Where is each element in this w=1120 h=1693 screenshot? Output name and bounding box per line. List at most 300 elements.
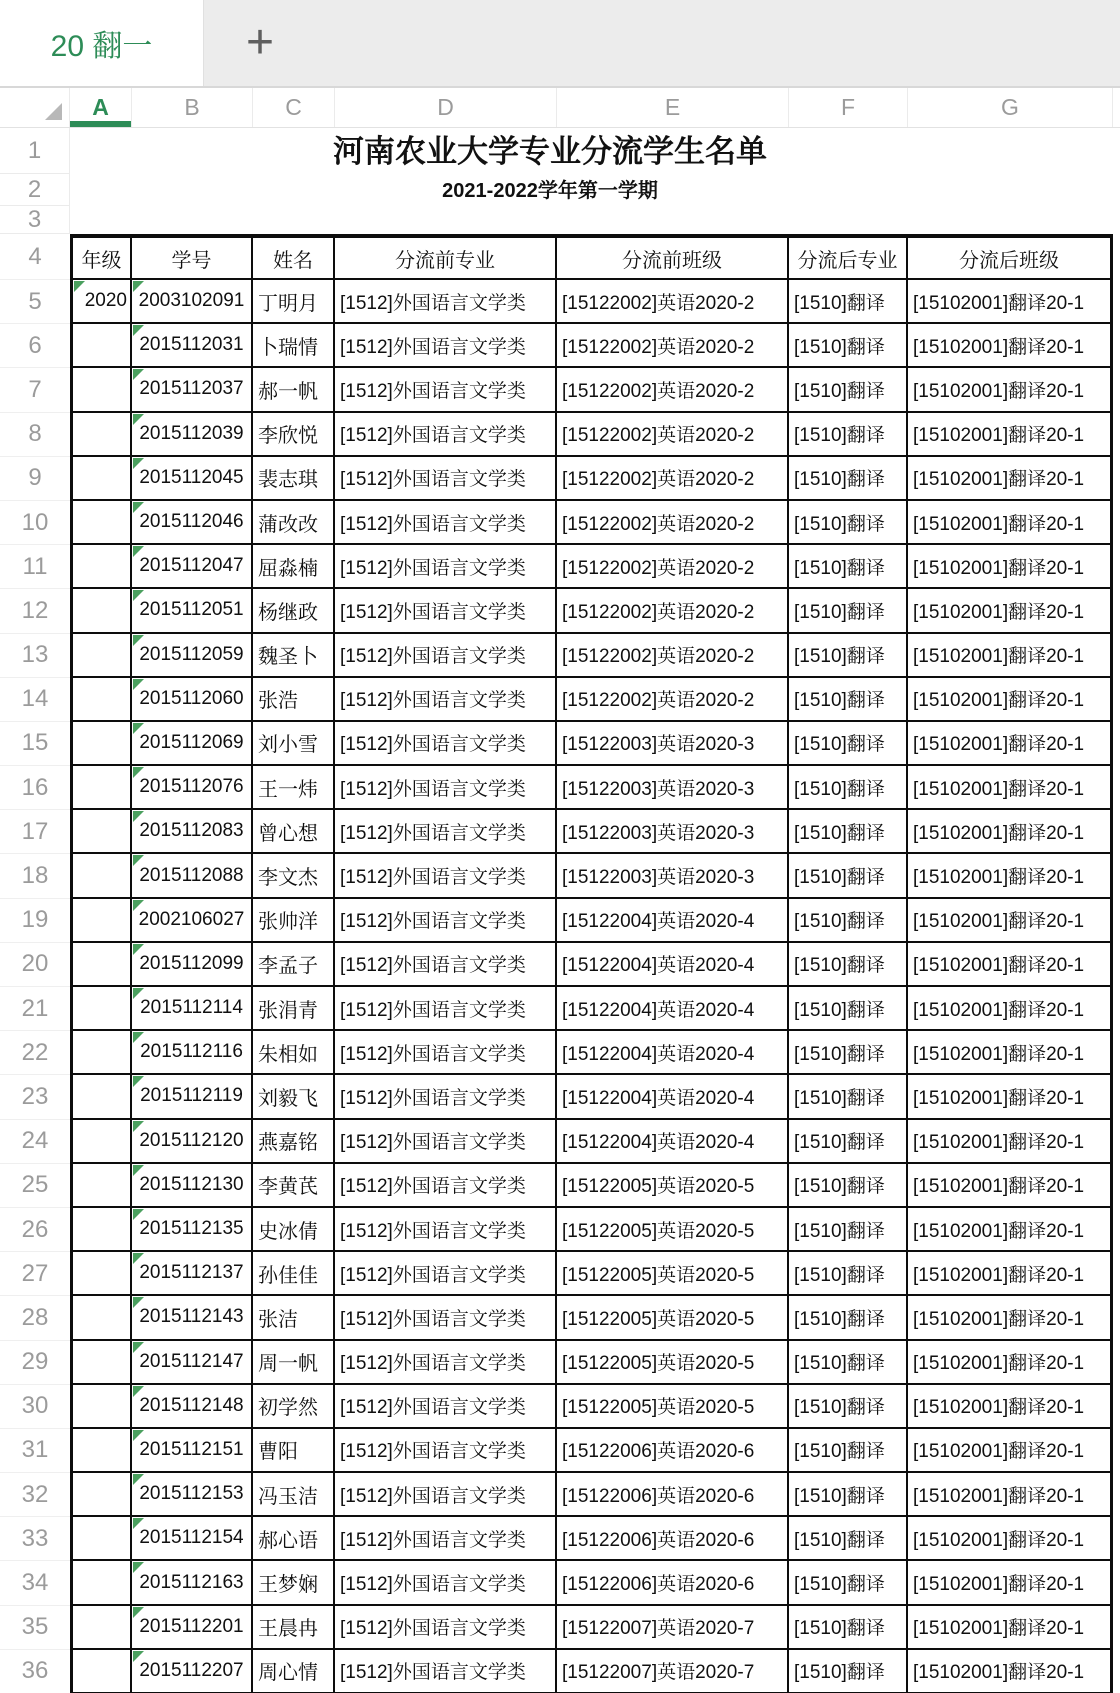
cell-before-class[interactable]: [15122007]英语2020-7 (557, 1650, 789, 1693)
cell-after-major[interactable]: [1510]翻译 (789, 1473, 908, 1517)
cell-after-major[interactable]: [1510]翻译 (789, 589, 908, 633)
cell-after-class[interactable]: [15102001]翻译20-1 (908, 722, 1113, 766)
cell-student-id[interactable]: 2015112153 (132, 1473, 253, 1517)
row-number[interactable]: 24 (0, 1120, 70, 1164)
plus-icon: + (245, 16, 275, 69)
table-row (0, 810, 1120, 854)
cell-before-class[interactable]: [15122004]英语2020-4 (557, 1075, 789, 1119)
cell-after-major[interactable]: [1510]翻译 (789, 810, 908, 854)
cell-student-id[interactable]: 2015112147 (132, 1341, 253, 1385)
cell-before-class[interactable]: [15122005]英语2020-5 (557, 1385, 789, 1429)
cell-grade[interactable] (70, 678, 132, 722)
cell-after-major[interactable]: [1510]翻译 (789, 1606, 908, 1650)
cell-before-major[interactable]: [1512]外国语言文学类 (335, 634, 557, 678)
cell-before-major[interactable]: [1512]外国语言文学类 (335, 324, 557, 368)
cell-before-class[interactable]: [15122005]英语2020-5 (557, 1296, 789, 1340)
cell-grade[interactable] (70, 1606, 132, 1650)
cell-name[interactable]: 王梦娴 (253, 1561, 335, 1605)
cell-name[interactable]: 张涓青 (253, 987, 335, 1031)
cell-before-class[interactable]: [15122002]英语2020-2 (557, 678, 789, 722)
cell-after-major[interactable]: [1510]翻译 (789, 545, 908, 589)
table-row (0, 854, 1120, 898)
cell-after-major[interactable]: [1510]翻译 (789, 634, 908, 678)
column-header-C[interactable] (253, 88, 335, 127)
cell-before-class[interactable]: [15122002]英语2020-2 (557, 634, 789, 678)
row-number[interactable]: 2 (0, 174, 70, 206)
column-letter: A (92, 94, 109, 120)
cell-after-class[interactable]: [15102001]翻译20-1 (908, 280, 1113, 324)
cell-after-major[interactable]: [1510]翻译 (789, 854, 908, 898)
cell-before-class[interactable]: [15122002]英语2020-2 (557, 324, 789, 368)
cell-name[interactable]: 冯玉洁 (253, 1473, 335, 1517)
cell-before-major[interactable]: [1512]外国语言文学类 (335, 766, 557, 810)
cell-grade[interactable] (70, 766, 132, 810)
cell-after-class[interactable]: [15102001]翻译20-1 (908, 899, 1113, 943)
row-number[interactable]: 6 (0, 324, 70, 368)
cell-name[interactable]: 李欣悦 (253, 413, 335, 457)
header-grade[interactable]: 年级 (70, 234, 132, 280)
row-number[interactable]: 30 (0, 1385, 70, 1429)
cell-after-major[interactable]: [1510]翻译 (789, 457, 908, 501)
cell-student-id[interactable]: 2015112051 (132, 589, 253, 633)
table-row (0, 678, 1120, 722)
row-number[interactable]: 28 (0, 1296, 70, 1340)
cell-before-major[interactable]: [1512]外国语言文学类 (335, 1517, 557, 1561)
cell-name[interactable]: 卜瑞情 (253, 324, 335, 368)
cell-before-major[interactable]: [1512]外国语言文学类 (335, 943, 557, 987)
cell-after-major[interactable]: [1510]翻译 (789, 1208, 908, 1252)
cell-before-major[interactable]: [1512]外国语言文学类 (335, 810, 557, 854)
cell-after-class[interactable]: [15102001]翻译20-1 (908, 1606, 1113, 1650)
cell-name[interactable]: 周一帆 (253, 1341, 335, 1385)
cell-before-major[interactable]: [1512]外国语言文学类 (335, 1252, 557, 1296)
cell-after-class[interactable]: [15102001]翻译20-1 (908, 545, 1113, 589)
table-row (0, 899, 1120, 943)
cell-after-class[interactable]: [15102001]翻译20-1 (908, 1650, 1113, 1693)
cell-grade[interactable] (70, 899, 132, 943)
cell-after-class[interactable]: [15102001]翻译20-1 (908, 810, 1113, 854)
cell-before-major[interactable]: [1512]外国语言文学类 (335, 899, 557, 943)
cell-grade[interactable] (70, 1429, 132, 1473)
cell-name[interactable]: 裴志琪 (253, 457, 335, 501)
cell-after-class[interactable]: [15102001]翻译20-1 (908, 678, 1113, 722)
cell-name[interactable]: 郝心语 (253, 1517, 335, 1561)
cell-student-id[interactable]: 2015112069 (132, 722, 253, 766)
table-row (0, 1517, 1120, 1561)
cell-before-class[interactable]: [15122002]英语2020-2 (557, 501, 789, 545)
cell-after-class[interactable]: [15102001]翻译20-1 (908, 413, 1113, 457)
cell-name[interactable]: 李文杰 (253, 854, 335, 898)
cell-after-class[interactable]: [15102001]翻译20-1 (908, 368, 1113, 412)
cell-before-class[interactable]: [15122003]英语2020-3 (557, 810, 789, 854)
cell-after-major[interactable]: [1510]翻译 (789, 766, 908, 810)
cell-grade[interactable] (70, 324, 132, 368)
cell-name[interactable]: 魏圣卜 (253, 634, 335, 678)
table-row (0, 1208, 1120, 1252)
cell-grade[interactable] (70, 457, 132, 501)
cell-student-id[interactable]: 2015112207 (132, 1650, 253, 1693)
sheet-subtitle-cell[interactable]: 2021-2022学年第一学期 (442, 180, 658, 202)
cell-before-major[interactable]: [1512]外国语言文学类 (335, 368, 557, 412)
cell-before-class[interactable]: [15122006]英语2020-6 (557, 1561, 789, 1605)
column-header-E[interactable] (557, 88, 789, 127)
header-after-class[interactable]: 分流后班级 (908, 234, 1113, 280)
cell-after-major[interactable]: [1510]翻译 (789, 501, 908, 545)
selected-column-indicator (70, 121, 131, 127)
cell-after-major[interactable]: [1510]翻译 (789, 413, 908, 457)
row-number[interactable]: 8 (0, 413, 70, 457)
cell-after-class[interactable]: [15102001]翻译20-1 (908, 501, 1113, 545)
cell-grade[interactable] (70, 545, 132, 589)
cell-student-id[interactable]: 2015112148 (132, 1385, 253, 1429)
cell-before-class[interactable]: [15122004]英语2020-4 (557, 943, 789, 987)
cell-after-class[interactable]: [15102001]翻译20-1 (908, 589, 1113, 633)
row-number[interactable]: 15 (0, 722, 70, 766)
cell-before-major[interactable]: [1512]外国语言文学类 (335, 1164, 557, 1208)
cell-after-major[interactable]: [1510]翻译 (789, 1650, 908, 1693)
cell-before-class[interactable]: [15122004]英语2020-4 (557, 899, 789, 943)
cell-grade[interactable] (70, 1031, 132, 1075)
cell-grade[interactable] (70, 987, 132, 1031)
row-number[interactable]: 21 (0, 987, 70, 1031)
cell-after-major[interactable]: [1510]翻译 (789, 1341, 908, 1385)
cell-name[interactable]: 孙佳佳 (253, 1252, 335, 1296)
row-number[interactable]: 14 (0, 678, 70, 722)
cell-before-class[interactable]: [15122006]英语2020-6 (557, 1473, 789, 1517)
cell-before-major[interactable]: [1512]外国语言文学类 (335, 1120, 557, 1164)
cell-after-major[interactable]: [1510]翻译 (789, 368, 908, 412)
cell-before-class[interactable]: [15122002]英语2020-2 (557, 457, 789, 501)
cell-name[interactable]: 曹阳 (253, 1429, 335, 1473)
cell-student-id[interactable]: 2015112114 (132, 987, 253, 1031)
title-block (70, 128, 1030, 206)
cell-before-class[interactable]: [15122005]英语2020-5 (557, 1252, 789, 1296)
cell-after-major[interactable]: [1510]翻译 (789, 943, 908, 987)
cell-before-major[interactable]: [1512]外国语言文学类 (335, 1429, 557, 1473)
cell-after-class[interactable]: [15102001]翻译20-1 (908, 1164, 1113, 1208)
cell-student-id[interactable]: 2015112143 (132, 1296, 253, 1340)
tab-bar-spacer (316, 0, 1120, 86)
cell-before-major[interactable]: [1512]外国语言文学类 (335, 854, 557, 898)
cell-after-class[interactable]: [15102001]翻译20-1 (908, 324, 1113, 368)
cell-name[interactable]: 王一炜 (253, 766, 335, 810)
cell-name[interactable]: 张帅洋 (253, 899, 335, 943)
cell-after-class[interactable]: [15102001]翻译20-1 (908, 987, 1113, 1031)
cell-before-class[interactable]: [15122004]英语2020-4 (557, 1120, 789, 1164)
cell-student-id[interactable]: 2015112088 (132, 854, 253, 898)
row-number[interactable]: 19 (0, 899, 70, 943)
cell-after-class[interactable]: [15102001]翻译20-1 (908, 634, 1113, 678)
cell-name[interactable]: 张洁 (253, 1296, 335, 1340)
cell-name[interactable]: 丁明月 (253, 280, 335, 324)
cell-after-major[interactable]: [1510]翻译 (789, 1164, 908, 1208)
column-letter: E (664, 94, 681, 120)
cell-grade[interactable] (70, 368, 132, 412)
cell-after-class[interactable]: [15102001]翻译20-1 (908, 854, 1113, 898)
row-number[interactable]: 27 (0, 1252, 70, 1296)
table-row (0, 368, 1120, 412)
cell-before-major[interactable]: [1512]外国语言文学类 (335, 457, 557, 501)
row-number[interactable]: 11 (0, 545, 70, 589)
cell-before-class[interactable]: [15122004]英语2020-4 (557, 987, 789, 1031)
cell-before-major[interactable]: [1512]外国语言文学类 (335, 1341, 557, 1385)
cell-before-major[interactable]: [1512]外国语言文学类 (335, 1473, 557, 1517)
cell-name[interactable]: 曾心想 (253, 810, 335, 854)
cell-name[interactable]: 周心情 (253, 1650, 335, 1693)
cell-student-id[interactable]: 2015112047 (132, 545, 253, 589)
cell-name[interactable]: 燕嘉铭 (253, 1120, 335, 1164)
cell-student-id[interactable]: 2015112130 (132, 1164, 253, 1208)
title-area (0, 128, 1120, 234)
cell-after-major[interactable]: [1510]翻译 (789, 1120, 908, 1164)
cell-student-id[interactable]: 2015112120 (132, 1120, 253, 1164)
cell-before-major[interactable]: [1512]外国语言文学类 (335, 987, 557, 1031)
column-header-A[interactable] (70, 88, 132, 127)
cell-after-major[interactable]: [1510]翻译 (789, 1296, 908, 1340)
cell-after-class[interactable]: [15102001]翻译20-1 (908, 1473, 1113, 1517)
table-row (0, 943, 1120, 987)
row-number[interactable]: 32 (0, 1473, 70, 1517)
add-sheet-button[interactable] (204, 0, 316, 86)
cell-grade[interactable] (70, 810, 132, 854)
cell-grade[interactable] (70, 1385, 132, 1429)
cell-name[interactable]: 朱相如 (253, 1031, 335, 1075)
cell-before-major[interactable]: [1512]外国语言文学类 (335, 1561, 557, 1605)
cell-grade[interactable] (70, 1341, 132, 1385)
cell-student-id[interactable]: 2003102091 (132, 280, 253, 324)
cell-student-id[interactable]: 2015112135 (132, 1208, 253, 1252)
cell-after-major[interactable]: [1510]翻译 (789, 1429, 908, 1473)
row-number[interactable]: 9 (0, 457, 70, 501)
cell-name[interactable]: 郝一帆 (253, 368, 335, 412)
row-number[interactable]: 25 (0, 1164, 70, 1208)
cell-before-major[interactable]: [1512]外国语言文学类 (335, 1385, 557, 1429)
cell-student-id[interactable]: 2015112099 (132, 943, 253, 987)
cell-name[interactable]: 张浩 (253, 678, 335, 722)
cell-after-major[interactable]: [1510]翻译 (789, 280, 908, 324)
cell-grade[interactable] (70, 1208, 132, 1252)
cell-after-major[interactable]: [1510]翻译 (789, 324, 908, 368)
row-number[interactable]: 1 (0, 128, 70, 174)
cell-before-class[interactable]: [15122007]英语2020-7 (557, 1606, 789, 1650)
cell-name[interactable]: 王晨冉 (253, 1606, 335, 1650)
cell-before-class[interactable]: [15122002]英语2020-2 (557, 280, 789, 324)
cell-grade[interactable] (70, 943, 132, 987)
row-number[interactable]: 10 (0, 501, 70, 545)
cell-before-class[interactable]: [15122006]英语2020-6 (557, 1517, 789, 1561)
column-header-G[interactable] (908, 88, 1113, 127)
table-header-row (0, 234, 1120, 280)
cell-grade[interactable] (70, 634, 132, 678)
cell-after-class[interactable]: [15102001]翻译20-1 (908, 1208, 1113, 1252)
cell-before-class[interactable]: [15122003]英语2020-3 (557, 722, 789, 766)
cell-before-major[interactable]: [1512]外国语言文学类 (335, 501, 557, 545)
cell-grade[interactable] (70, 1517, 132, 1561)
cell-grade[interactable]: 2020 (70, 280, 132, 324)
cell-grade[interactable] (70, 1164, 132, 1208)
cell-student-id[interactable]: 2015112163 (132, 1561, 253, 1605)
cell-before-class[interactable]: [15122002]英语2020-2 (557, 368, 789, 412)
cell-name[interactable]: 初学然 (253, 1385, 335, 1429)
table-row (0, 1252, 1120, 1296)
table-row (0, 1164, 1120, 1208)
cell-after-major[interactable]: [1510]翻译 (789, 678, 908, 722)
cell-before-major[interactable]: [1512]外国语言文学类 (335, 413, 557, 457)
row-number[interactable]: 4 (0, 234, 70, 280)
cell-before-class[interactable]: [15122005]英语2020-5 (557, 1208, 789, 1252)
cell-grade[interactable] (70, 1252, 132, 1296)
cell-after-class[interactable]: [15102001]翻译20-1 (908, 766, 1113, 810)
cell-after-class[interactable]: [15102001]翻译20-1 (908, 1429, 1113, 1473)
row-number[interactable]: 3 (0, 206, 70, 234)
cell-before-major[interactable]: [1512]外国语言文学类 (335, 678, 557, 722)
cell-before-class[interactable]: [15122003]英语2020-3 (557, 766, 789, 810)
row-number[interactable]: 16 (0, 766, 70, 810)
header-after-major[interactable]: 分流后专业 (789, 234, 908, 280)
cell-before-class[interactable]: [15122005]英语2020-5 (557, 1164, 789, 1208)
header-student-id[interactable]: 学号 (132, 234, 253, 280)
cell-before-class[interactable]: [15122004]英语2020-4 (557, 1031, 789, 1075)
cell-student-id[interactable]: 2015112076 (132, 766, 253, 810)
cell-grade[interactable] (70, 1650, 132, 1693)
cell-before-major[interactable]: [1512]外国语言文学类 (335, 1650, 557, 1693)
cell-name[interactable]: 刘毅飞 (253, 1075, 335, 1119)
cell-grade[interactable] (70, 1473, 132, 1517)
cell-grade[interactable] (70, 722, 132, 766)
cell-student-id[interactable]: 2015112031 (132, 324, 253, 368)
table-row (0, 1561, 1120, 1605)
cell-after-major[interactable]: [1510]翻译 (789, 1075, 908, 1119)
cell-after-class[interactable]: [15102001]翻译20-1 (908, 457, 1113, 501)
cell-student-id[interactable]: 2015112037 (132, 368, 253, 412)
cell-after-class[interactable]: [15102001]翻译20-1 (908, 1120, 1113, 1164)
cell-before-class[interactable]: [15122006]英语2020-6 (557, 1429, 789, 1473)
cell-student-id[interactable]: 2015112119 (132, 1075, 253, 1119)
row-number[interactable]: 23 (0, 1075, 70, 1119)
cell-before-class[interactable]: [15122003]英语2020-3 (557, 854, 789, 898)
cell-name[interactable]: 蒲改改 (253, 501, 335, 545)
cell-after-class[interactable]: [15102001]翻译20-1 (908, 1517, 1113, 1561)
row-number[interactable]: 35 (0, 1606, 70, 1650)
row-number[interactable]: 7 (0, 368, 70, 412)
cell-grade[interactable] (70, 1120, 132, 1164)
cell-before-major[interactable]: [1512]外国语言文学类 (335, 722, 557, 766)
cell-name[interactable]: 李黄芪 (253, 1164, 335, 1208)
cell-before-major[interactable]: [1512]外国语言文学类 (335, 280, 557, 324)
table-row (0, 501, 1120, 545)
cell-after-class[interactable]: [15102001]翻译20-1 (908, 1341, 1113, 1385)
cell-after-class[interactable]: [15102001]翻译20-1 (908, 1031, 1113, 1075)
cell-before-major[interactable]: [1512]外国语言文学类 (335, 589, 557, 633)
cell-after-class[interactable]: [15102001]翻译20-1 (908, 1296, 1113, 1340)
cell-before-major[interactable]: [1512]外国语言文学类 (335, 1208, 557, 1252)
cell-grade[interactable] (70, 501, 132, 545)
cell-after-major[interactable]: [1510]翻译 (789, 1517, 908, 1561)
cell-student-id[interactable]: 2015112116 (132, 1031, 253, 1075)
cell-grade[interactable] (70, 1296, 132, 1340)
row-number[interactable]: 33 (0, 1517, 70, 1561)
column-header-B[interactable] (132, 88, 253, 127)
cell-before-major[interactable]: [1512]外国语言文学类 (335, 1296, 557, 1340)
column-header-F[interactable] (789, 88, 908, 127)
header-before-major[interactable]: 分流前专业 (335, 234, 557, 280)
row-number[interactable]: 18 (0, 854, 70, 898)
row-number[interactable]: 20 (0, 943, 70, 987)
row-number[interactable]: 34 (0, 1561, 70, 1605)
cell-student-id[interactable]: 2015112060 (132, 678, 253, 722)
cell-after-major[interactable]: [1510]翻译 (789, 1561, 908, 1605)
cell-student-id[interactable]: 2015112045 (132, 457, 253, 501)
cell-before-major[interactable]: [1512]外国语言文学类 (335, 1606, 557, 1650)
cell-after-class[interactable]: [15102001]翻译20-1 (908, 943, 1113, 987)
cell-student-id[interactable]: 2002106027 (132, 899, 253, 943)
cell-name[interactable]: 屈淼楠 (253, 545, 335, 589)
cell-after-major[interactable]: [1510]翻译 (789, 1252, 908, 1296)
cell-before-class[interactable]: [15122002]英语2020-2 (557, 545, 789, 589)
cell-after-major[interactable]: [1510]翻译 (789, 1385, 908, 1429)
cell-grade[interactable] (70, 1561, 132, 1605)
cell-before-major[interactable]: [1512]外国语言文学类 (335, 1031, 557, 1075)
cell-after-class[interactable]: [15102001]翻译20-1 (908, 1075, 1113, 1119)
cell-after-major[interactable]: [1510]翻译 (789, 722, 908, 766)
cell-before-class[interactable]: [15122002]英语2020-2 (557, 589, 789, 633)
sheet-title-cell[interactable]: 河南农业大学专业分流学生名单 (333, 134, 767, 169)
cell-grade[interactable] (70, 589, 132, 633)
cell-before-class[interactable]: [15122005]英语2020-5 (557, 1341, 789, 1385)
row-number[interactable]: 17 (0, 810, 70, 854)
select-all-corner[interactable] (0, 88, 70, 127)
cell-student-id[interactable]: 2015112046 (132, 501, 253, 545)
cell-before-major[interactable]: [1512]外国语言文学类 (335, 545, 557, 589)
table-row (0, 722, 1120, 766)
cell-student-id[interactable]: 2015112083 (132, 810, 253, 854)
row-number[interactable]: 12 (0, 589, 70, 633)
row-number[interactable]: 26 (0, 1208, 70, 1252)
cell-after-major[interactable]: [1510]翻译 (789, 899, 908, 943)
column-header-D[interactable] (335, 88, 557, 127)
cell-student-id[interactable]: 2015112059 (132, 634, 253, 678)
cell-grade[interactable] (70, 1075, 132, 1119)
cell-after-major[interactable]: [1510]翻译 (789, 1031, 908, 1075)
cell-before-class[interactable]: [15122002]英语2020-2 (557, 413, 789, 457)
cell-after-class[interactable]: [15102001]翻译20-1 (908, 1252, 1113, 1296)
cell-student-id[interactable]: 2015112039 (132, 413, 253, 457)
row-number[interactable]: 29 (0, 1341, 70, 1385)
cell-student-id[interactable]: 2015112151 (132, 1429, 253, 1473)
cell-name[interactable]: 李孟子 (253, 943, 335, 987)
cell-name[interactable]: 刘小雪 (253, 722, 335, 766)
cell-grade[interactable] (70, 854, 132, 898)
cell-before-major[interactable]: [1512]外国语言文学类 (335, 1075, 557, 1119)
sheet-tab-active[interactable] (0, 0, 204, 86)
header-name[interactable]: 姓名 (253, 234, 335, 280)
row-number[interactable]: 22 (0, 1031, 70, 1075)
cell-student-id[interactable]: 2015112201 (132, 1606, 253, 1650)
cell-student-id[interactable]: 2015112154 (132, 1517, 253, 1561)
header-before-class[interactable]: 分流前班级 (557, 234, 789, 280)
cell-student-id[interactable]: 2015112137 (132, 1252, 253, 1296)
cell-after-major[interactable]: [1510]翻译 (789, 987, 908, 1031)
cell-name[interactable]: 史冰倩 (253, 1208, 335, 1252)
row-number[interactable]: 36 (0, 1650, 70, 1693)
cell-grade[interactable] (70, 413, 132, 457)
row-number[interactable]: 13 (0, 634, 70, 678)
cell-name[interactable]: 杨继政 (253, 589, 335, 633)
cell-after-class[interactable]: [15102001]翻译20-1 (908, 1561, 1113, 1605)
row-number[interactable]: 31 (0, 1429, 70, 1473)
cell-after-class[interactable]: [15102001]翻译20-1 (908, 1385, 1113, 1429)
row-number[interactable]: 5 (0, 280, 70, 324)
